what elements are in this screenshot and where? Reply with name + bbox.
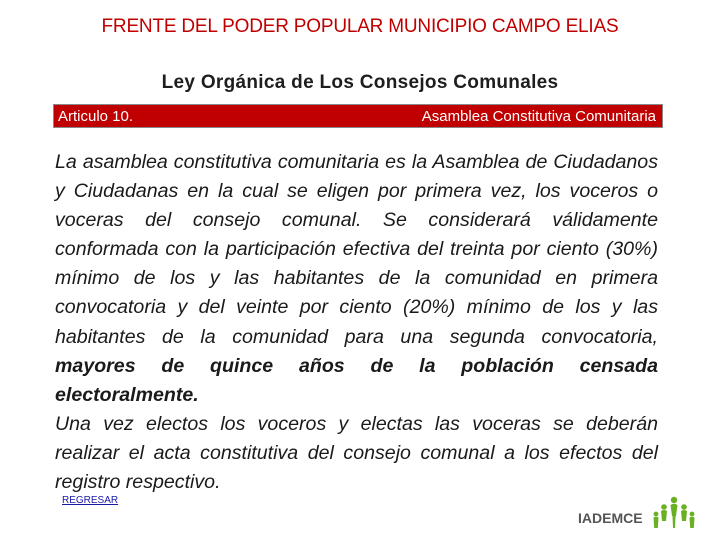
paragraph-1-text: La asamblea constitutiva comunitaria es la Asamblea de Ciudadanos y Ciudadanas en la cual se eligen por primera vez, los voceros o voceras del consejo comunal. Se considerará válidamente conformada con la participación efectiva del treinta por ciento (30%) mínimo de los y las habitantes de la comunidad en primera convocatoria y del veinte por ciento (20%) mínimo de los y las habitantes de la comunidad para una segunda convocatoria,	[55, 151, 658, 348]
org-title: FRENTE DEL PODER POPULAR MUNICIPIO CAMPO ELIAS	[101, 16, 619, 37]
logo-text: IADEMCE	[578, 510, 643, 526]
back-link[interactable]: REGRESAR	[62, 495, 119, 506]
topic-label: Asamblea Constitutiva Comunitaria	[421, 107, 656, 125]
paragraph-1-bold-text: mayores de quince años de la población censada electoralmente.	[55, 354, 658, 406]
section-header-bar	[53, 104, 663, 128]
article-label: Articulo 10.	[58, 107, 134, 125]
people-tree-logo-icon	[652, 496, 696, 530]
article-paragraph-1	[55, 148, 658, 410]
article-paragraph-2: Una vez electos los voceros y electas las voceras se deberán realizar el acta constitutiva del consejo comunal a los efectos del registro respectivo.	[55, 412, 658, 494]
article-text	[55, 148, 658, 497]
law-title: Ley Orgánica de Los Consejos Comunales	[161, 72, 559, 93]
